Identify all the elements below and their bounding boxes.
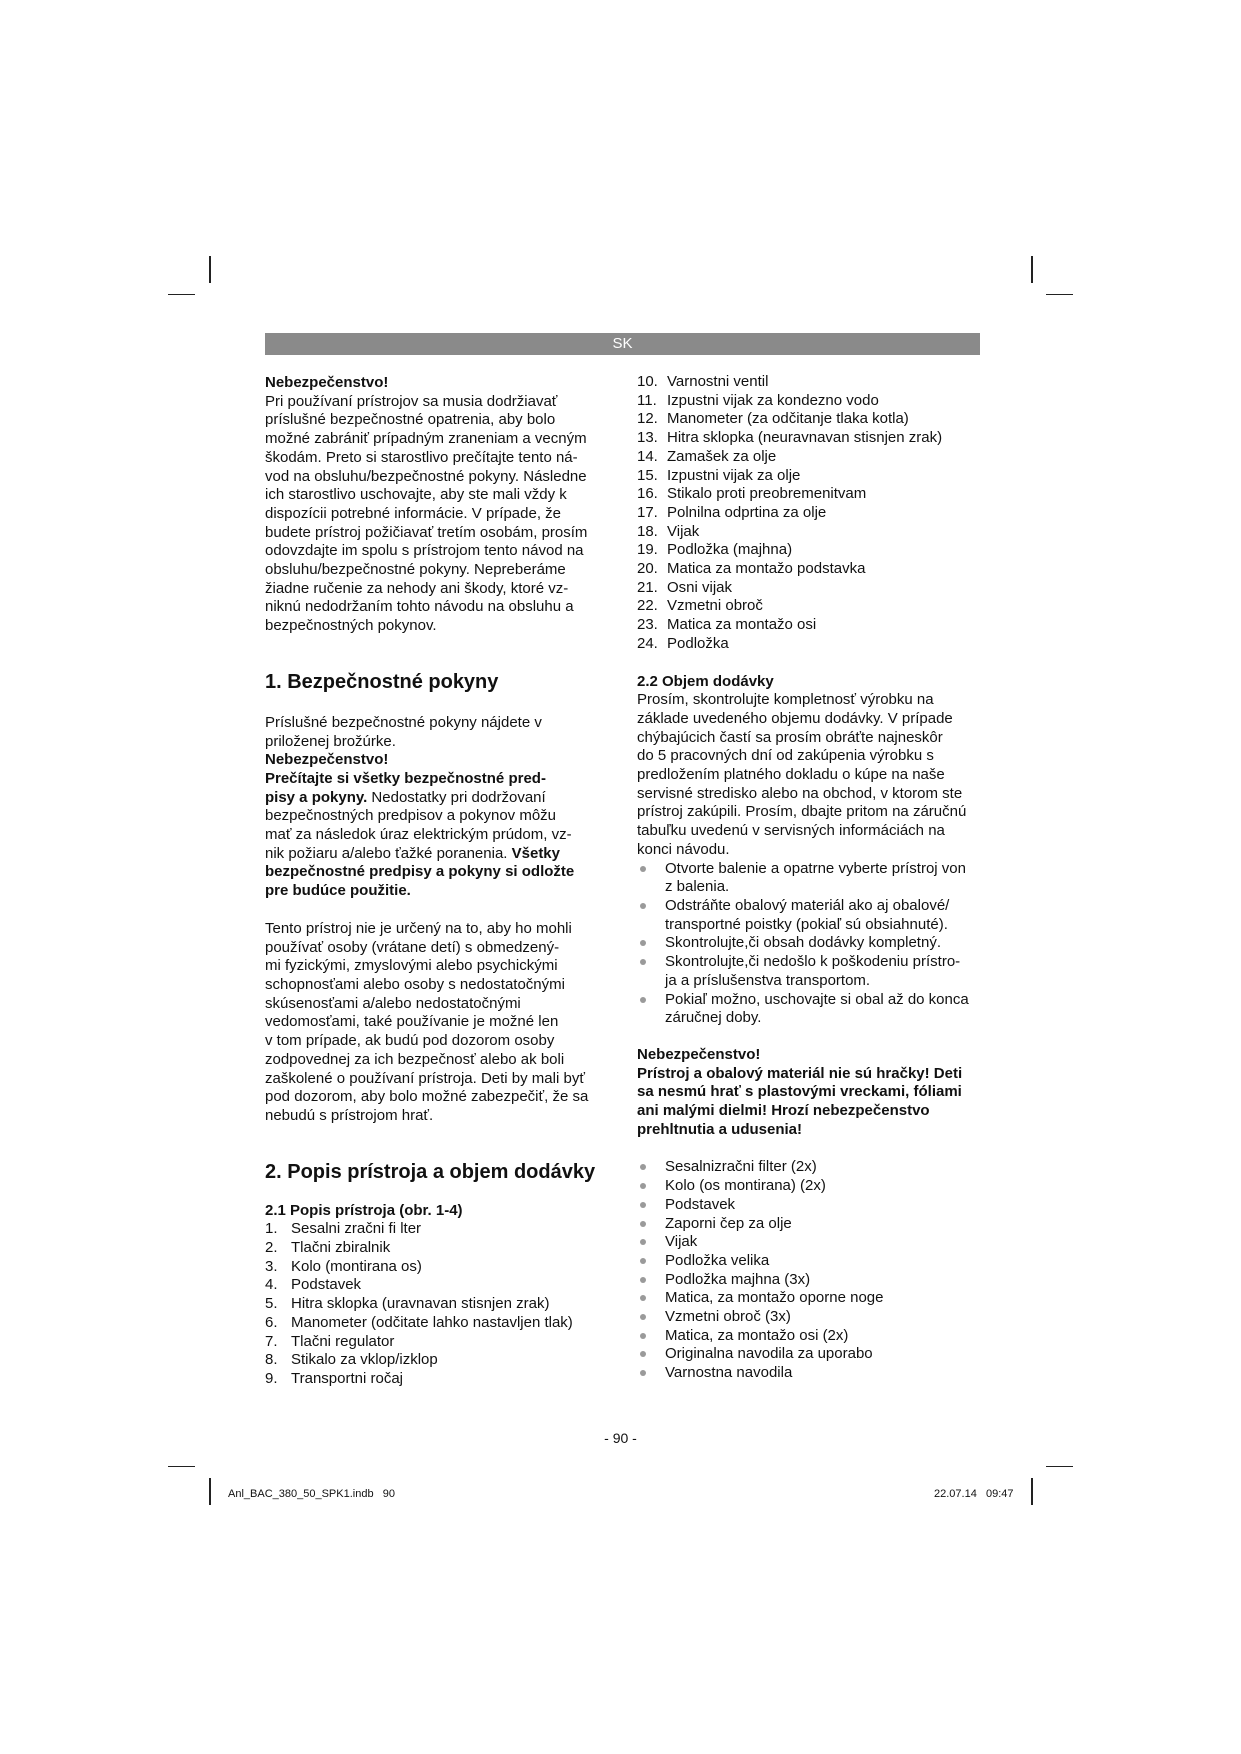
list-item bbox=[637, 597, 982, 616]
text-line: zaškolené o používaní prístroja. Deti by mali byť bbox=[265, 1069, 585, 1087]
list-item: Matica, za montažo oporne noge bbox=[637, 1289, 982, 1308]
section-1-body bbox=[265, 714, 610, 901]
text-run: nik požiaru a/alebo ťažké poranenia. bbox=[265, 844, 512, 862]
list-item bbox=[265, 1351, 610, 1370]
section-2-title: 2. Popis prístroja a objem dodávky bbox=[265, 1160, 596, 1183]
text-line: Prosím, skontrolujte kompletnosť výrobku na bbox=[637, 691, 934, 709]
text-line: sa nesmú hrať s plastovými vreckami, fóliami bbox=[637, 1083, 962, 1101]
text-line: pre budúce použitie. bbox=[265, 882, 411, 900]
section-1-warning: Nebezpečenstvo! bbox=[265, 751, 389, 769]
list-item bbox=[637, 991, 982, 1028]
text-line: konci návodu. bbox=[637, 840, 730, 858]
delivery-contents-list bbox=[637, 1158, 982, 1382]
crop-mark bbox=[1046, 294, 1073, 295]
footer-datetime: 22.07.14 09:47 bbox=[934, 1488, 1014, 1500]
section-2-2-title: 2.2 Objem dodávky bbox=[637, 672, 774, 690]
crop-mark bbox=[209, 256, 211, 283]
item-line: záručnej doby. bbox=[665, 1009, 762, 1027]
text-line: priloženej brožúrke. bbox=[265, 732, 396, 750]
list-item bbox=[637, 934, 982, 953]
item-text: Matica za montažo osi bbox=[667, 616, 817, 634]
text-line: mi fyzickými, zmyslovými alebo psychickými bbox=[265, 957, 558, 975]
item-text: Kolo (montirana os) bbox=[291, 1257, 422, 1275]
text-line: bezpečnostné predpisy a pokyny si odložte bbox=[265, 863, 575, 881]
list-item bbox=[637, 467, 982, 486]
list-item: Podložka majhna (3x) bbox=[637, 1271, 982, 1290]
text-line: Prístroj a obalový materiál nie sú hračky! Deti bbox=[637, 1064, 963, 1082]
list-item bbox=[637, 953, 982, 990]
item-text: Izpustni vijak za olje bbox=[667, 466, 801, 484]
item-number: 10. bbox=[637, 373, 658, 390]
item-text: Hitra sklopka (uravnavan stisnjen zrak) bbox=[291, 1295, 550, 1313]
item-number: 11. bbox=[637, 391, 657, 409]
item-number: 13. bbox=[637, 429, 658, 447]
crop-mark bbox=[168, 1466, 195, 1467]
item-text: Osni vijak bbox=[667, 578, 733, 596]
list-item bbox=[265, 1276, 610, 1295]
text-line: príslušné bezpečnostné opatrenia, aby bolo bbox=[265, 411, 556, 429]
item-number: 6. bbox=[265, 1313, 278, 1331]
crop-mark bbox=[209, 1478, 211, 1505]
list-item bbox=[637, 523, 982, 542]
unpacking-steps bbox=[637, 860, 982, 1028]
crop-mark bbox=[1031, 256, 1033, 283]
item-text: Manometer (odčitate lahko nastavljen tlak) bbox=[291, 1313, 573, 1331]
item-number: 24. bbox=[637, 634, 658, 652]
item-text: Polnilna odprtina za olje bbox=[667, 503, 827, 521]
list-item: Zaporni čep za olje bbox=[637, 1215, 982, 1234]
item-text: Vzmetni obroč bbox=[667, 597, 763, 615]
list-item: Matica, za montažo osi (2x) bbox=[637, 1327, 982, 1346]
text-line: Príslušné bezpečnostné pokyny nájdete v bbox=[265, 713, 542, 731]
text-line: v tom prípade, ak budú pod dozorom osoby bbox=[265, 1032, 555, 1050]
crop-mark bbox=[1046, 1466, 1073, 1467]
text-line: prehltnutia a udusenia! bbox=[637, 1120, 803, 1138]
text-line bbox=[265, 789, 610, 808]
item-line: Odstráňte obalový materiál ako aj obalové/ bbox=[665, 896, 950, 914]
item-text: Podstavek bbox=[291, 1276, 362, 1294]
list-item: Varnostna navodila bbox=[637, 1364, 982, 1383]
text-line: Prečítajte si všetky bezpečnostné pred- bbox=[265, 769, 546, 787]
bold-run: pisy a pokyny. bbox=[265, 788, 368, 806]
list-item bbox=[265, 1295, 610, 1314]
list-item bbox=[637, 504, 982, 523]
text-line: pod dozorom, aby bolo možné zabezpečiť, že sa bbox=[265, 1088, 589, 1106]
list-item: Vijak bbox=[637, 1233, 982, 1252]
item-text: Tlačni zbiralnik bbox=[291, 1239, 391, 1257]
list-item: Originalna navodila za uporabo bbox=[637, 1345, 982, 1364]
list-item bbox=[265, 1333, 610, 1352]
text-line: do 5 pracovných dní od zakúpenia výrobku s bbox=[637, 747, 934, 765]
list-item bbox=[637, 373, 982, 392]
list-item bbox=[637, 448, 982, 467]
packaging-warning bbox=[637, 1046, 982, 1140]
left-column bbox=[265, 374, 610, 1389]
item-number: 20. bbox=[637, 560, 658, 578]
text-line: škodám. Preto si starostlivo prečítajte tento ná- bbox=[265, 448, 578, 466]
list-item bbox=[637, 429, 982, 448]
text-line: chýbajúcich častí sa prosím obráťte najneskôr bbox=[637, 728, 943, 746]
text-line: obsluhu/bezpečnostné pokyny. Nepreberáme bbox=[265, 561, 566, 579]
item-number: 8. bbox=[265, 1351, 278, 1369]
text-line: predložením platného dokladu o kúpe na naše bbox=[637, 766, 945, 784]
list-item bbox=[637, 635, 982, 654]
item-text: Vijak bbox=[667, 522, 700, 540]
item-text: Zamašek za olje bbox=[667, 447, 777, 465]
bold-run: Všetky bbox=[511, 844, 560, 862]
section-1-title: 1. Bezpečnostné pokyny bbox=[265, 670, 499, 693]
list-item bbox=[637, 579, 982, 598]
text-line: tabuľku uvedenú v servisných informáciách na bbox=[637, 822, 945, 840]
item-line: Otvorte balenie a opatrne vyberte prístroj von bbox=[665, 859, 966, 877]
text-line: ich starostlivo uschovajte, aby ste mali vždy k bbox=[265, 486, 567, 504]
list-item bbox=[637, 410, 982, 429]
list-item bbox=[637, 485, 982, 504]
text-line: odovzdajte im spolu s prístrojom tento návod na bbox=[265, 542, 584, 560]
item-text: Transportni ročaj bbox=[291, 1369, 403, 1387]
text-line: servisné stredisko alebo na obchod, v ktorom ste bbox=[637, 784, 963, 802]
item-number: 15. bbox=[637, 466, 658, 484]
text-line: vod na obsluhu/bezpečnostné pokyny. Následne bbox=[265, 467, 587, 485]
item-number: 19. bbox=[637, 541, 658, 559]
list-item bbox=[637, 616, 982, 635]
item-text: Sesalni zračni fi lter bbox=[291, 1220, 422, 1238]
text-line: skúsenosťami a/alebo nedostatočnými bbox=[265, 994, 521, 1012]
item-number: 18. bbox=[637, 522, 658, 540]
item-text: Tlačni regulator bbox=[291, 1332, 395, 1350]
list-item bbox=[265, 1370, 610, 1389]
item-number: 4. bbox=[265, 1276, 278, 1294]
delivery-scope-text bbox=[637, 691, 982, 859]
footer-file: Anl_BAC_380_50_SPK1.indb 90 bbox=[228, 1488, 395, 1500]
text-line: základe uvedeného objemu dodávky. V prípade bbox=[637, 709, 953, 727]
item-text: Manometer (za odčitanje tlaka kotla) bbox=[667, 410, 909, 428]
language-header-bar bbox=[265, 333, 980, 355]
item-number: 12. bbox=[637, 410, 658, 428]
item-line: Skontrolujte,či nedošlo k poškodeniu prístro- bbox=[665, 953, 961, 971]
item-line: Pokiaľ možno, uschovajte si obal až do konca bbox=[665, 990, 969, 1008]
item-line: Skontrolujte,či obsah dodávky kompletný. bbox=[665, 934, 941, 952]
item-number: 17. bbox=[637, 503, 658, 521]
text-line: ani malými dielmi! Hrozí nebezpečenstvo bbox=[637, 1102, 930, 1120]
list-item: Podstavek bbox=[637, 1196, 982, 1215]
item-number: 16. bbox=[637, 485, 658, 503]
text-line: dispozícii potrebné informácie. V prípade, že bbox=[265, 504, 561, 522]
list-item bbox=[265, 1239, 610, 1258]
text-line: žiadne ručenie za nehody ani škody, ktoré vz- bbox=[265, 579, 569, 597]
warning-text bbox=[265, 393, 610, 636]
list-item bbox=[265, 1314, 610, 1333]
warning-title: Nebezpečenstvo! bbox=[265, 374, 389, 391]
item-number: 21. bbox=[637, 578, 658, 596]
children-safety-text bbox=[265, 920, 610, 1126]
list-item bbox=[637, 897, 982, 934]
item-number: 2. bbox=[265, 1239, 278, 1257]
item-number: 5. bbox=[265, 1295, 278, 1313]
item-text: Stikalo proti preobremenitvam bbox=[667, 485, 867, 503]
item-number: 7. bbox=[265, 1332, 278, 1350]
text-line: schopnosťami alebo osoby s nedostatočnými bbox=[265, 975, 565, 993]
text-line: Pri používaní prístrojov sa musia dodržiavať bbox=[265, 392, 558, 410]
item-number: 14. bbox=[637, 447, 658, 465]
warning-title: Nebezpečenstvo! bbox=[637, 1045, 761, 1063]
item-text: Varnostni ventil bbox=[667, 373, 769, 390]
item-line: z balenia. bbox=[665, 878, 730, 896]
text-line bbox=[265, 845, 610, 864]
list-item: Kolo (os montirana) (2x) bbox=[637, 1177, 982, 1196]
section-2-1-title: 2.1 Popis prístroja (obr. 1-4) bbox=[265, 1201, 463, 1219]
item-line: transportné poistky (pokiaľ sú obsiahnuté). bbox=[665, 915, 948, 933]
item-text: Matica za montažo podstavka bbox=[667, 560, 866, 578]
text-line: Tento prístroj nie je určený na to, aby ho mohli bbox=[265, 919, 572, 937]
parts-list-continued bbox=[637, 373, 982, 654]
item-text: Podložka bbox=[667, 634, 729, 652]
item-number: 3. bbox=[265, 1257, 278, 1275]
page-number: - 90 - bbox=[604, 1430, 637, 1446]
text-line: vedomosťami, také používanie je možné len bbox=[265, 1013, 559, 1031]
text-line: možné zabrániť prípadným zraneniam a vecným bbox=[265, 430, 587, 448]
text-line: bezpečnostných predpisov a pokynov môžu bbox=[265, 807, 557, 825]
item-text: Izpustni vijak za kondezno vodo bbox=[667, 391, 879, 409]
item-number: 9. bbox=[265, 1369, 278, 1387]
text-line: zodpovednej za ich bezpečnosť alebo ak boli bbox=[265, 1050, 565, 1068]
text-line: budete prístroj požičiavať tretím osobám, prosím bbox=[265, 523, 588, 541]
crop-mark bbox=[1031, 1478, 1033, 1505]
text-line: používať osoby (vrátane detí) s obmedzený- bbox=[265, 938, 560, 956]
text-run: Nedostatky pri dodržovaní bbox=[367, 788, 546, 806]
list-item bbox=[265, 1258, 610, 1277]
text-line: prístroj zakúpili. Prosím, dbajte pritom na záručnú bbox=[637, 803, 967, 821]
list-item bbox=[637, 560, 982, 579]
list-item bbox=[637, 541, 982, 560]
text-line: mať za následok úraz elektrickým prúdom, vz- bbox=[265, 826, 572, 844]
list-item: Podložka velika bbox=[637, 1252, 982, 1271]
text-line: niknú nedodržaním tohto návodu na obsluhu a bbox=[265, 598, 574, 616]
item-text: Hitra sklopka (neuravnavan stisnjen zrak) bbox=[667, 429, 943, 447]
item-number: 1. bbox=[265, 1220, 278, 1238]
list-item bbox=[637, 392, 982, 411]
item-text: Stikalo za vklop/izklop bbox=[291, 1351, 438, 1369]
item-number: 23. bbox=[637, 616, 658, 634]
crop-mark bbox=[168, 294, 195, 295]
item-number: 22. bbox=[637, 597, 658, 615]
language-code: SK bbox=[612, 335, 633, 352]
list-item: Vzmetni obroč (3x) bbox=[637, 1308, 982, 1327]
list-item bbox=[637, 860, 982, 897]
text-line: bezpečnostných pokynov. bbox=[265, 617, 437, 635]
text-line: nebudú s prístrojom hrať. bbox=[265, 1106, 434, 1124]
item-text: Podložka (majhna) bbox=[667, 541, 793, 559]
list-item: Sesalnizračni filter (2x) bbox=[637, 1158, 982, 1177]
parts-list bbox=[265, 1220, 610, 1388]
list-item bbox=[265, 1220, 610, 1239]
item-line: ja a príslušenstva transportom. bbox=[665, 971, 871, 989]
right-column bbox=[637, 373, 982, 1383]
